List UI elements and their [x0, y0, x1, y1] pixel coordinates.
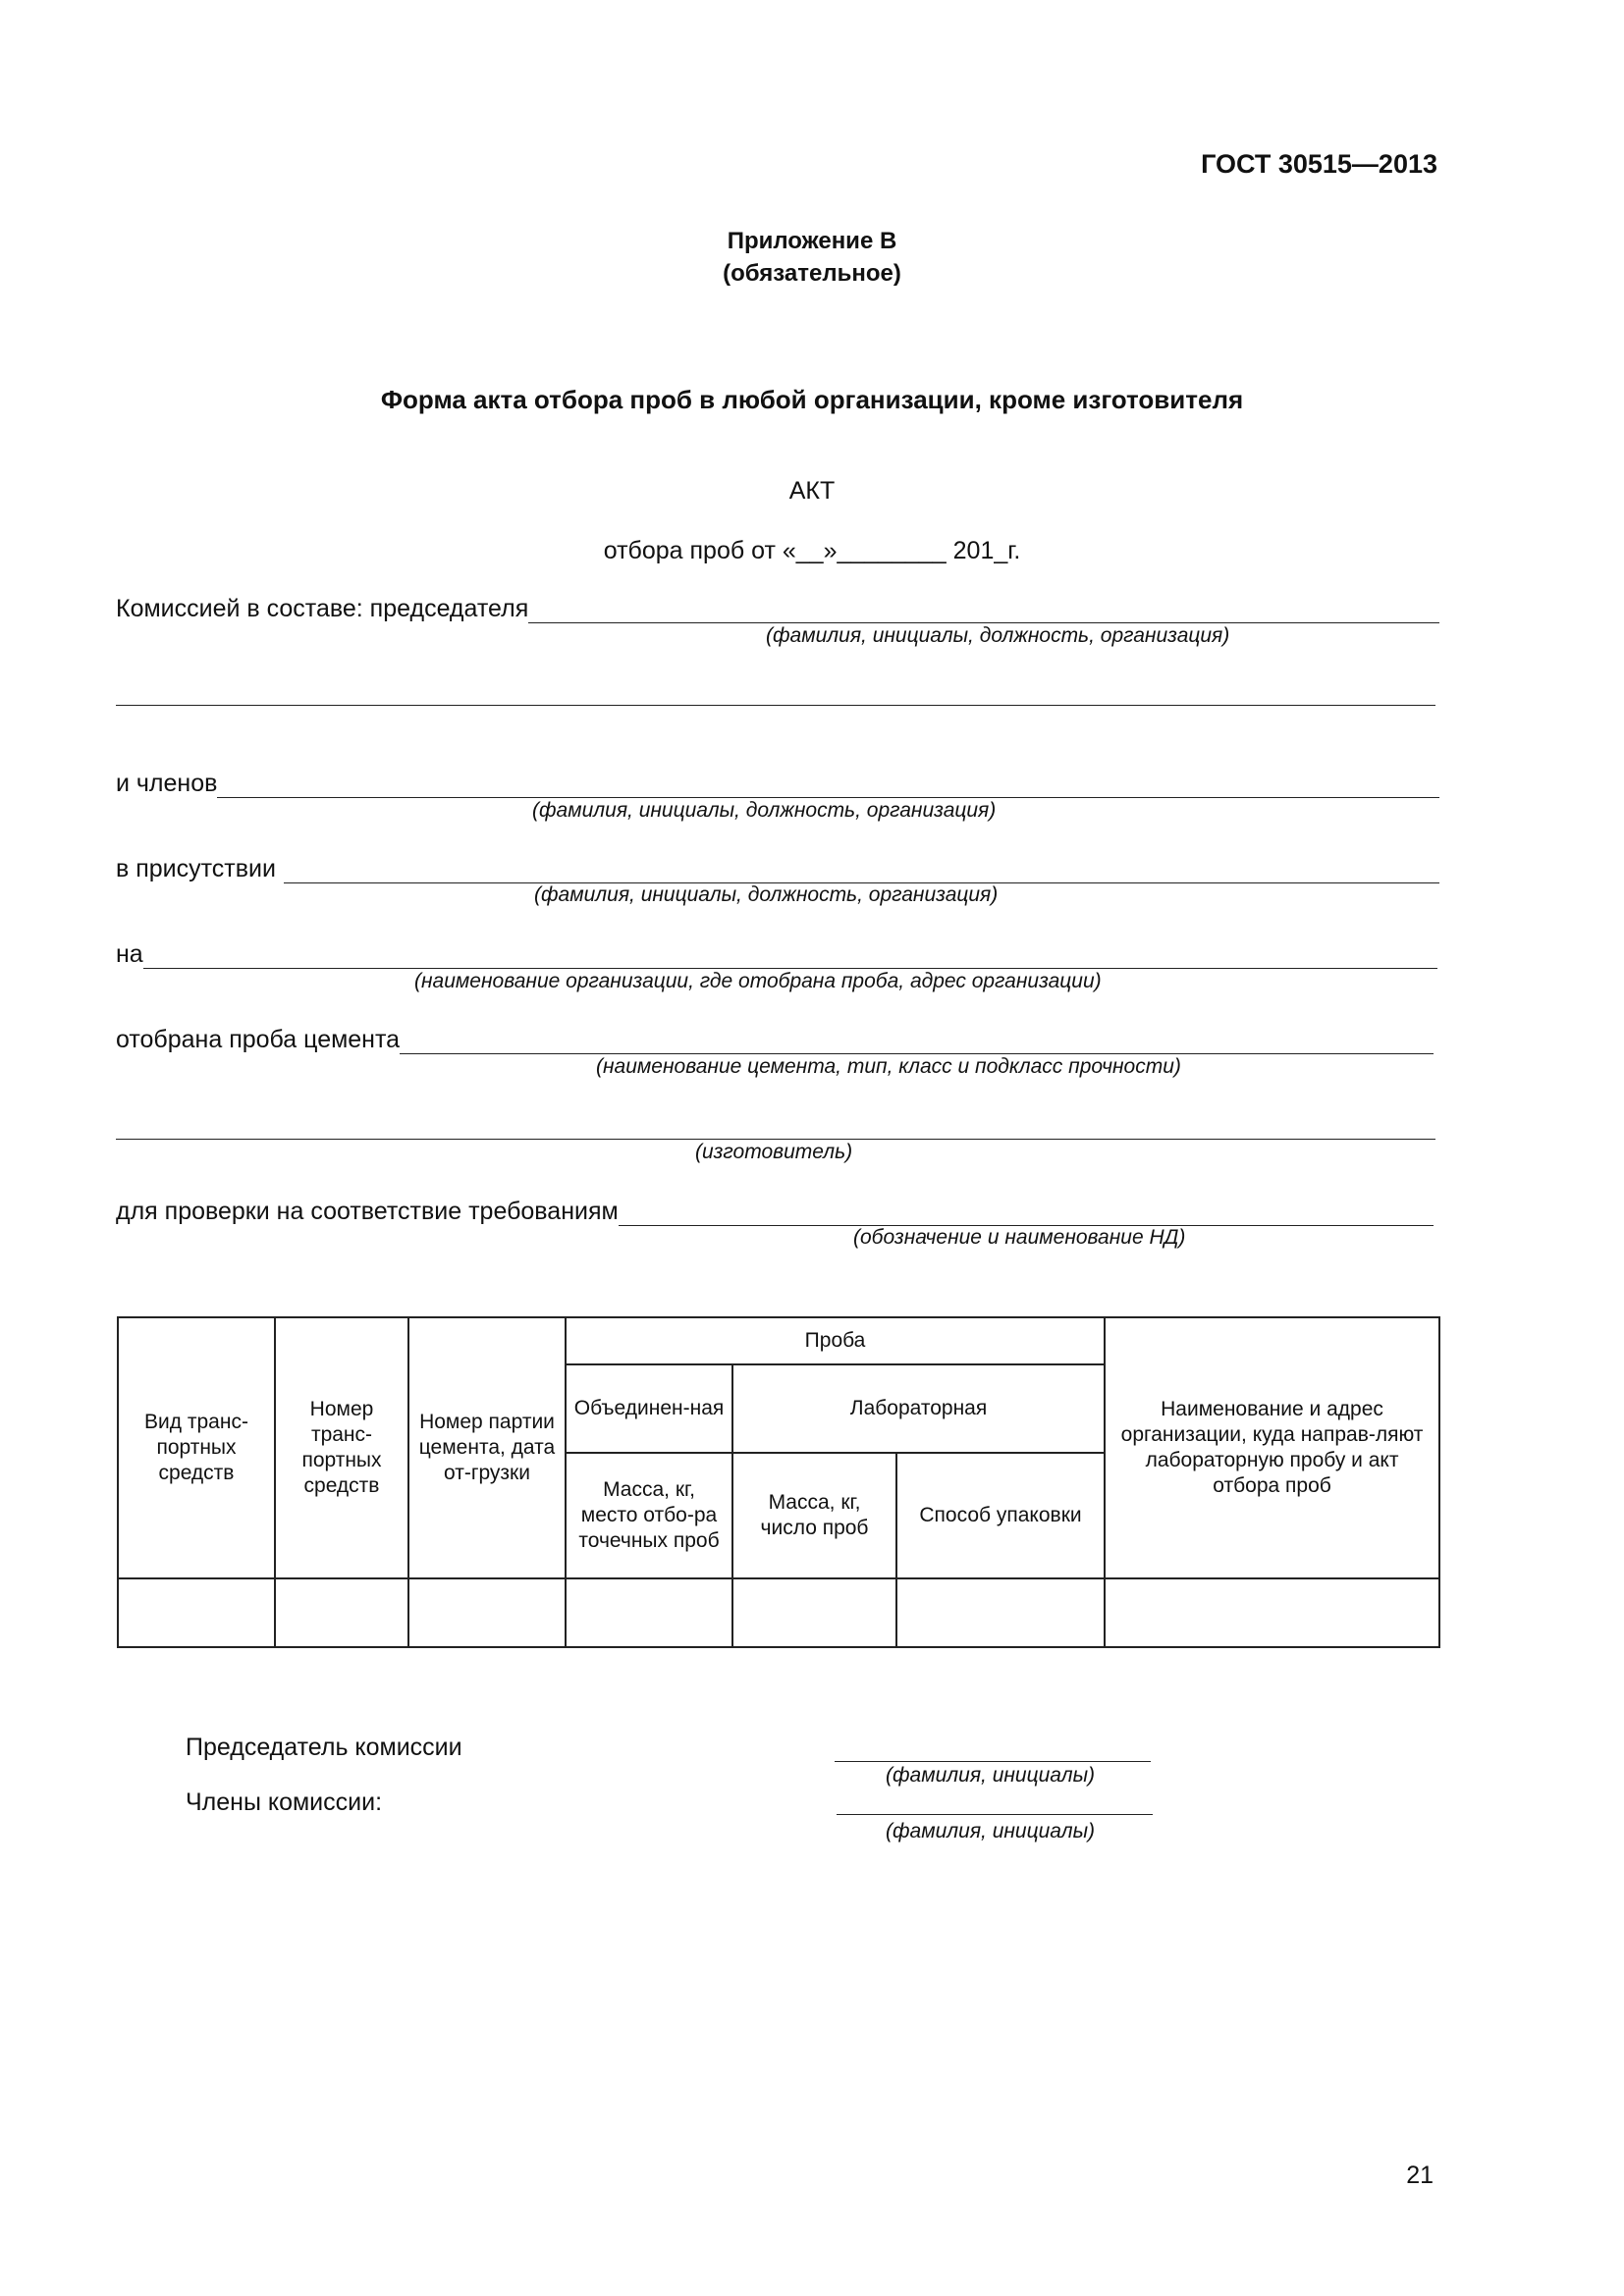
- table-cell[interactable]: [275, 1578, 408, 1647]
- table-cell[interactable]: [408, 1578, 566, 1647]
- appendix-title: Приложение В: [727, 228, 897, 254]
- organization-label: на: [116, 940, 143, 968]
- presence-caption: (фамилия, инициалы, должность, организация): [534, 883, 999, 906]
- manufacturer-caption: (изготовитель): [695, 1141, 853, 1163]
- table-cell[interactable]: [118, 1578, 275, 1647]
- header-transport-number: Номер транс-портных средств: [275, 1317, 408, 1578]
- requirements-label: для проверки на соответствие требованиям: [116, 1198, 619, 1225]
- header-destination: Наименование и адрес организации, куда направ-ляют лабораторную пробу и акт отбора проб: [1105, 1317, 1439, 1578]
- header-lab-mass: Масса, кг, число проб: [732, 1453, 896, 1578]
- commission-continuation-line[interactable]: [116, 705, 1435, 706]
- table-cell[interactable]: [566, 1578, 732, 1647]
- header-packing: Способ упаковки: [896, 1453, 1105, 1578]
- cement-row: [116, 1026, 1434, 1054]
- organization-row: [116, 940, 1437, 969]
- page-number: 21: [1406, 2162, 1434, 2189]
- members-label: и членов: [116, 770, 218, 797]
- form-title: Форма акта отбора проб в любой организации, кроме изготовителя: [380, 385, 1244, 414]
- header-lab-sample: Лабораторная: [732, 1364, 1105, 1453]
- table-cell[interactable]: [732, 1578, 896, 1647]
- act-title: АКТ: [788, 477, 836, 505]
- requirements-row: [116, 1198, 1434, 1226]
- presence-label: в присутствии: [116, 855, 276, 882]
- header-transport-type: Вид транс-портных средств: [118, 1317, 275, 1578]
- commission-label: Комиссией в составе: председателя: [116, 595, 529, 622]
- members-caption: (фамилия, инициалы, должность, организация): [532, 799, 997, 822]
- cement-caption: (наименование цемента, тип, класс и подкласс прочности): [596, 1055, 1181, 1078]
- table-cell[interactable]: [1105, 1578, 1439, 1647]
- members-signature-label: Члены комиссии:: [186, 1789, 383, 1816]
- members-signature-caption: (фамилия, инициалы): [886, 1820, 1096, 1842]
- header-sample-group: Проба: [566, 1317, 1105, 1364]
- chairman-label: Председатель комиссии: [186, 1734, 462, 1761]
- act-date-line: отбора проб от «__»________ 201_г.: [603, 537, 1021, 564]
- sample-table: [117, 1316, 1440, 1648]
- header-batch-number: Номер партии цемента, дата от-грузки: [408, 1317, 566, 1578]
- members-signature-line[interactable]: [837, 1814, 1153, 1815]
- requirements-caption: (обозначение и наименование НД): [853, 1226, 1186, 1249]
- header-combined-sample: Объединен-ная: [566, 1364, 732, 1453]
- commission-caption: (фамилия, инициалы, должность, организация): [766, 624, 1230, 647]
- chairman-caption: (фамилия, инициалы): [886, 1764, 1096, 1787]
- table-row: [118, 1578, 1439, 1647]
- chairman-signature-line[interactable]: [835, 1761, 1151, 1762]
- table-cell[interactable]: [896, 1578, 1105, 1647]
- header-combined-mass: Масса, кг, место отбо-ра точечных проб: [566, 1453, 732, 1578]
- commission-row: [116, 595, 1439, 623]
- cement-label: отобрана проба цемента: [116, 1026, 401, 1053]
- commission-input-line[interactable]: [528, 621, 1439, 623]
- standard-designation: ГОСТ 30515—2013: [1201, 149, 1437, 179]
- appendix-status: (обязательное): [723, 260, 901, 287]
- presence-row: [116, 855, 1439, 883]
- organization-input-line[interactable]: [143, 967, 1437, 969]
- organization-caption: (наименование организации, где отобрана проба, адрес организации): [414, 970, 1102, 992]
- members-row: [116, 770, 1439, 798]
- cement-input-line[interactable]: [400, 1052, 1434, 1054]
- manufacturer-input-line[interactable]: [116, 1139, 1435, 1140]
- members-input-line[interactable]: [217, 796, 1439, 798]
